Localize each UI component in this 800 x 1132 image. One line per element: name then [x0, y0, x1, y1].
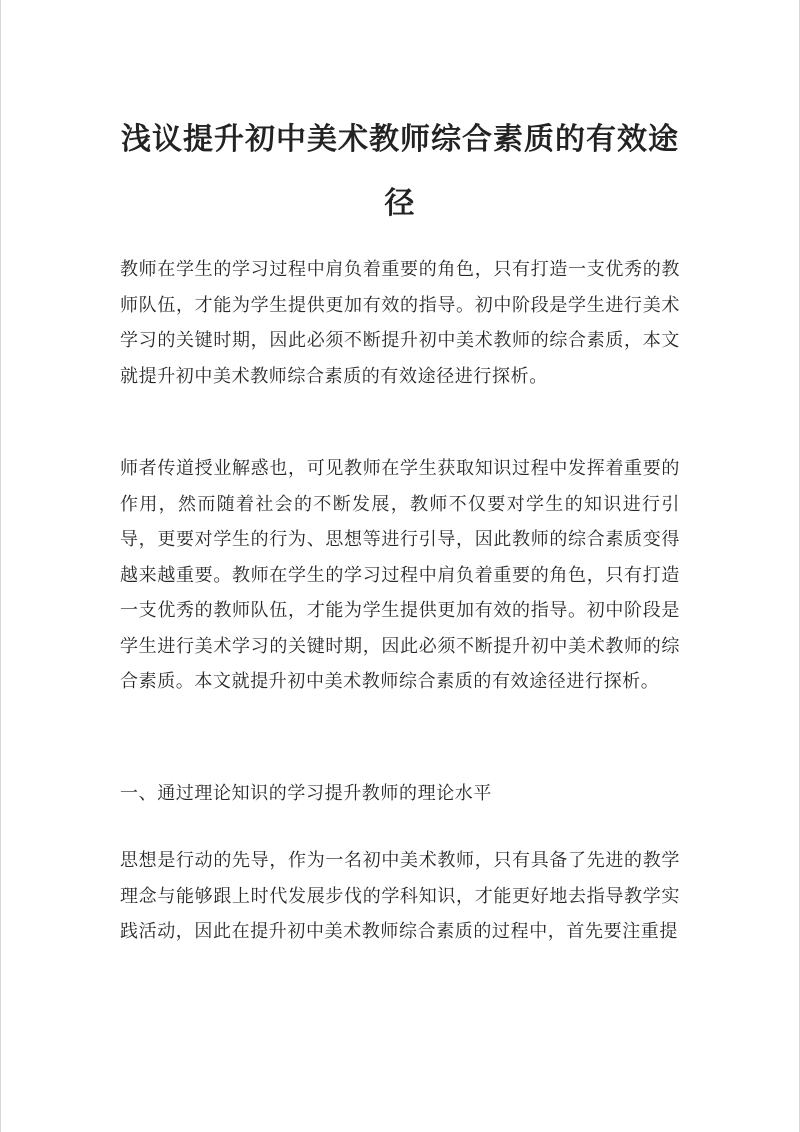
intro-paragraph: 教师在学生的学习过程中肩负着重要的角色，只有打造一支优秀的教师队伍，才能为学生提供更加有效的指导。初中阶段是学生进行美术学习的关键时期，因此必须不断提升初中美术教师的综合素质，本文就提升初中美术教师综合素质的有效途径进行探析。	[120, 259, 680, 387]
section-heading: 一、通过理论知识的学习提升教师的理论水平	[120, 783, 492, 804]
section-paragraph: 思想是行动的先导，作为一名初中美术教师，只有具备了先进的教学理念与能够跟上时代发展步伐的学科知识，才能更好地去指导教学实践活动，因此在提升初中美术教师综合素质的过程中，首先要注重提	[120, 850, 680, 942]
body-paragraph: 师者传道授业解惑也，可见教师在学生获取知识过程中发挥着重要的作用，然而随着社会的不断发展，教师不仅要对学生的知识进行引导，更要对学生的行为、思想等进行引导，因此教师的综合素质变得越来越重要。教师在学生的学习过程中肩负着重要的角色，只有打造一支优秀的教师队伍，才能为学生提供更加有效的指导。初中阶段是学生进行美术学习的关键时期，因此必须不断提升初中美术教师的综合素质。本文就提升初中美术教师综合素质的有效途径进行探析。	[120, 458, 680, 692]
document-title: 浅议提升初中美术教师综合素质的有效途径	[121, 122, 679, 221]
page-left-border	[0, 0, 1, 1132]
